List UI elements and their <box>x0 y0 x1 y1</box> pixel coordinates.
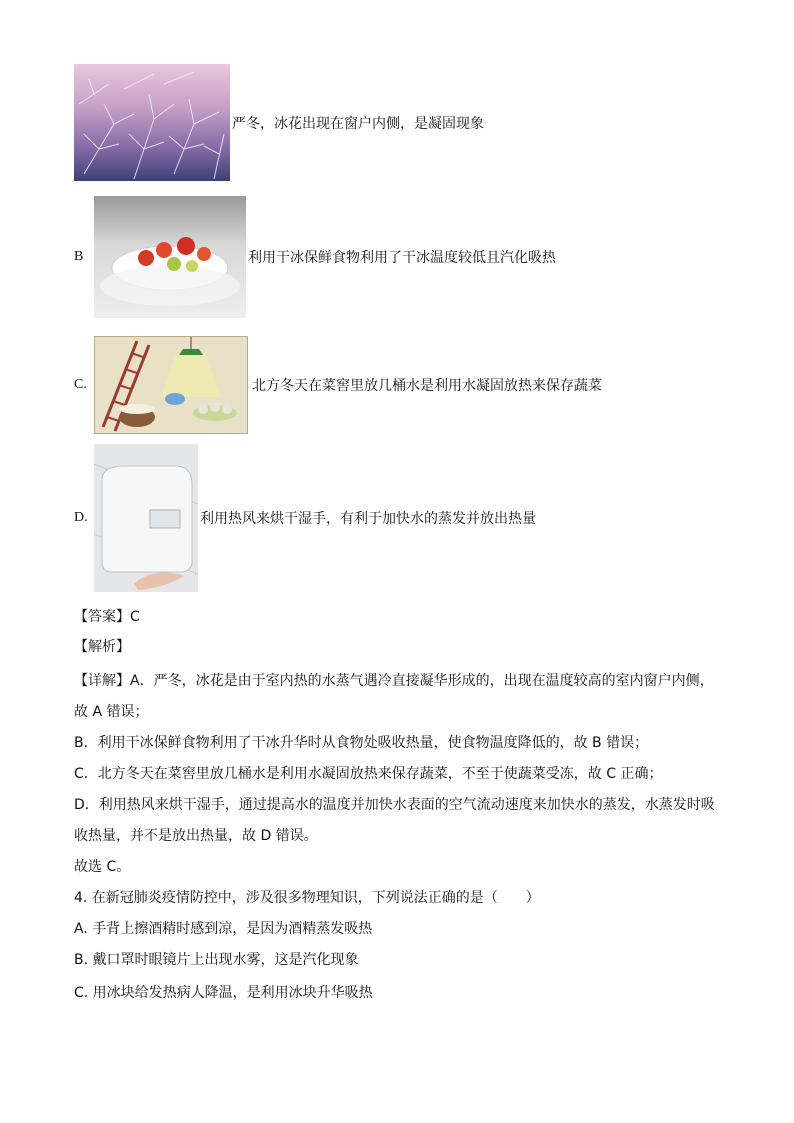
dry-ice-fruit-plate-photo <box>94 196 246 318</box>
frost-on-window-photo <box>74 64 230 181</box>
analysis-heading: 【解析】 <box>74 639 130 655</box>
option-c <box>74 336 602 434</box>
vegetable-cellar-illustration <box>94 336 248 434</box>
detail-line: 故选 C。 <box>74 859 131 875</box>
option-d-letter: D. <box>74 510 88 525</box>
question-4-option-a: A. 手背上擦酒精时感到凉，是因为酒精蒸发吸热 <box>74 921 373 937</box>
frost-pattern <box>74 64 230 181</box>
option-d <box>74 444 536 592</box>
option-b-text: 利用干冰保鲜食物利用了干冰温度较低且汽化吸热 <box>248 250 556 266</box>
option-a <box>74 64 484 181</box>
detail-line: D．利用热风来烘干湿手，通过提高水的温度并加快水表面的空气流动速度来加快水的蒸发，水蒸发时吸 <box>74 797 715 813</box>
option-d-text: 利用热风来烘干湿手，有利于加快水的蒸发并放出热量 <box>200 511 536 527</box>
detail-line: 收热量，并不是放出热量，故 D 错误。 <box>74 828 318 844</box>
hand-dryer-photo <box>94 444 198 592</box>
question-4-option-b: B. 戴口罩时眼镜片上出现水雾，这是汽化现象 <box>74 952 359 968</box>
detail-line: 【详解】A．严冬，冰花是由于室内热的水蒸气遇冷直接凝华形成的，出现在温度较高的室内窗户内侧， <box>74 673 714 689</box>
option-b-letter: B <box>74 249 84 264</box>
option-c-letter: C. <box>74 377 87 392</box>
option-a-text: 严冬，冰花出现在窗户内侧，是凝固现象 <box>232 115 484 132</box>
answer-line: 【答案】C <box>74 609 140 625</box>
detail-line: C．北方冬天在菜窖里放几桶水是利用水凝固放热来保存蔬菜，不至于使蔬菜受冻，故 C 正确； <box>74 766 663 782</box>
detail-line: B．利用干冰保鲜食物利用了干冰升华时从食物处吸收热量，使食物温度降低的，故 B 错误； <box>74 735 649 751</box>
option-b <box>74 196 556 318</box>
option-c-text: 北方冬天在菜窖里放几桶水是利用水凝固放热来保存蔬菜 <box>252 378 602 394</box>
question-4-option-c: C. 用冰块给发热病人降温，是利用冰块升华吸热 <box>74 985 373 1001</box>
question-4-stem: 4. 在新冠肺炎疫情防控中，涉及很多物理知识，下列说法正确的是（ ） <box>74 890 540 906</box>
detail-line: 故 A 错误； <box>74 704 149 720</box>
